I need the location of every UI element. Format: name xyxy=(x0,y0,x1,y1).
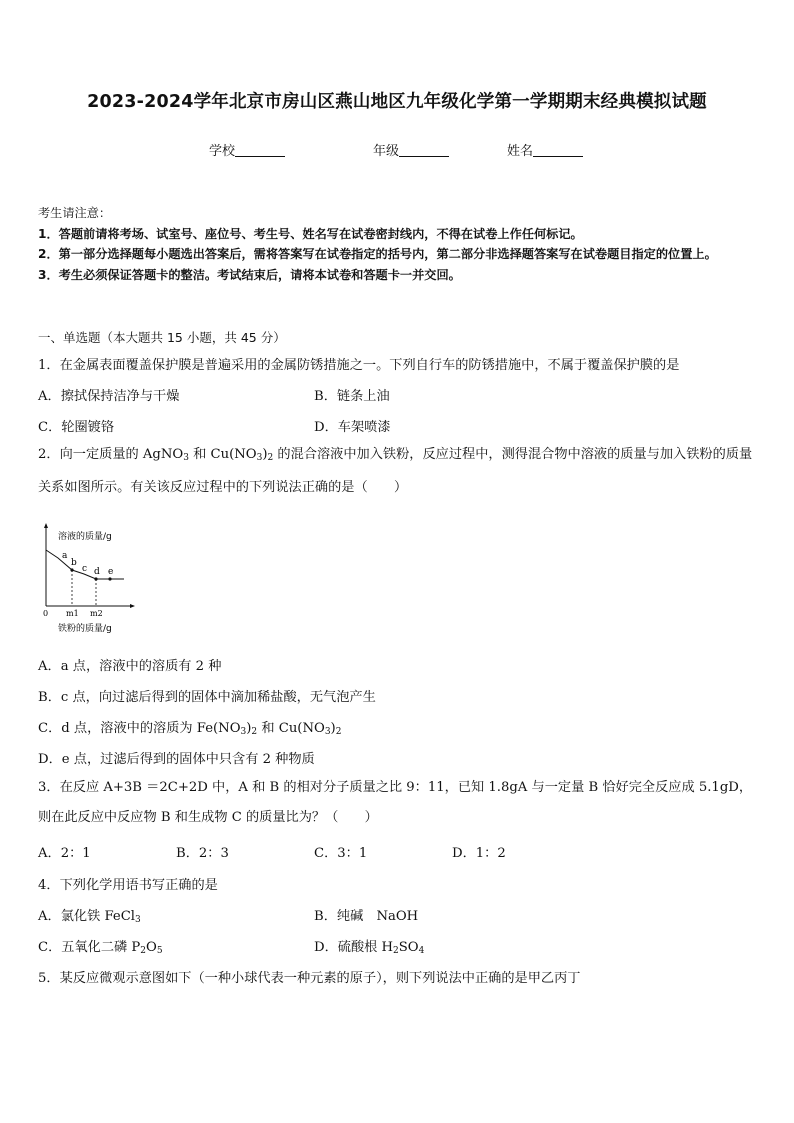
q3-option-c: C．3：1 xyxy=(314,846,368,861)
q4-sub: 4 xyxy=(418,946,425,956)
note-item: 1．答题前请将考场、试室号、座位号、考生号、姓名写在试卷密封线内，不得在试卷上作任何标记。 xyxy=(38,226,583,241)
q2-stem-part: ) xyxy=(262,447,268,462)
q4-sub: 2 xyxy=(140,946,147,956)
chart-point-label: d xyxy=(94,567,100,577)
q4-option-d-part: SO xyxy=(398,940,419,955)
notes-heading: 考生请注意： xyxy=(38,206,112,220)
q2-sub: 3 xyxy=(240,727,247,737)
q1-stem: 1．在金属表面覆盖保护膜是普遍采用的金属防锈措施之一。下列自行车的防锈措施中，不属于覆盖保护膜的是 xyxy=(38,358,680,373)
q2-option-d: D．e 点，过滤后得到的固体中只含有 2 种物质 xyxy=(38,752,315,767)
chart-xtick-label: m2 xyxy=(90,609,103,618)
q2-option-a: A．a 点，溶液中的溶质有 2 种 xyxy=(38,659,222,674)
chart-point-label: e xyxy=(108,567,114,577)
q3-stem: 3．在反应 A+3B ＝2C+2D 中，A 和 B 的相对分子质量之比 9：11，已知 1.8gA 与一定量 B 恰好完全反应成 5.1gD，则在此反应中反应物 B 和生成物 C 的质量比为？（ ） xyxy=(38,780,753,825)
q2-stem-part: 的混合溶液中加入铁粉，反应过程中，测得混合物中溶液的质量与加入铁粉的质量关系如图所示。有关该反应过程中的下列说法正确的是（ ） xyxy=(38,447,753,495)
q2-sub: 2 xyxy=(267,453,274,463)
exam-notes xyxy=(38,203,760,285)
grade-label: 年级 xyxy=(373,144,400,159)
q4-option-d-part: D．硫酸根 H xyxy=(314,940,394,955)
q2-sub: 3 xyxy=(256,453,263,463)
q3-option-d: D．1：2 xyxy=(452,846,506,861)
chart-ylabel: 溶液的质量/g xyxy=(58,532,112,542)
q2-option-c-part: 和 Cu(NO xyxy=(257,721,325,736)
q1-option-b: B．链条上油 xyxy=(314,389,390,404)
school-field xyxy=(209,140,285,159)
q4-option-c xyxy=(38,936,163,956)
school-label: 学校 xyxy=(209,144,236,159)
name-field xyxy=(507,140,583,159)
q2-sub: 3 xyxy=(324,727,331,737)
chart-point-label: c xyxy=(82,564,88,574)
q2-option-c-part: ) xyxy=(330,721,336,736)
q2-option-b: B．c 点，向过滤后得到的固体中滴加稀盐酸，无气泡产生 xyxy=(38,690,376,705)
solution-mass-chart xyxy=(38,520,158,638)
q2-option-c xyxy=(38,717,341,737)
q1-option-c: C．轮圈镀铬 xyxy=(38,420,115,435)
q4-sub: 3 xyxy=(135,915,141,925)
q4-sub: 5 xyxy=(156,946,163,956)
section-heading: 一、单选题（本大题共 15 小题，共 45 分） xyxy=(38,330,286,345)
chart-point-e xyxy=(108,577,111,580)
q2-option-c-part: C．d 点，溶液中的溶质为 Fe(NO xyxy=(38,721,241,736)
q4-option-a xyxy=(38,905,141,925)
note-item: 2．第一部分选择题每小题选出答案后，需将答案写在试卷指定的括号内，第二部分非选择题答案写在试卷题目指定的位置上。 xyxy=(38,247,717,261)
q4-option-a-part: A．氯化铁 FeCl xyxy=(38,909,136,924)
school-blank xyxy=(235,144,285,157)
chart-point-b xyxy=(70,568,73,571)
chart-point-d xyxy=(94,577,97,580)
q4-option-c-part: C．五氧化二磷 P xyxy=(38,940,141,955)
chart-point-label: b xyxy=(71,558,77,568)
q3-option-b: B．2：3 xyxy=(176,846,229,861)
page-title: 2023-2024学年北京市房山区燕山地区九年级化学第一学期期末经典模拟试题 xyxy=(87,92,707,112)
q1-option-a: A．擦拭保持洁净与干燥 xyxy=(38,389,180,404)
q4-option-d xyxy=(314,936,424,956)
chart-xlabel: 铁粉的质量/g xyxy=(58,624,112,634)
q4-stem: 4．下列化学用语书写正确的是 xyxy=(38,878,218,893)
grade-blank xyxy=(399,144,449,157)
chart-point-label: a xyxy=(62,551,68,561)
q1-option-d: D．车架喷漆 xyxy=(314,420,391,435)
chart-xtick-label: m1 xyxy=(66,609,79,618)
q2-sub: 2 xyxy=(335,727,342,737)
q2-stem xyxy=(38,440,760,503)
grade-field xyxy=(373,140,449,159)
q2-stem-part: 和 Cu(NO xyxy=(188,447,257,462)
q2-stem-part: 2．向一定质量的 AgNO xyxy=(38,447,184,462)
q4-option-c-part: O xyxy=(146,940,157,955)
chart-x-arrow xyxy=(130,604,135,608)
name-blank xyxy=(533,144,583,157)
q2-sub: 3 xyxy=(183,453,189,463)
q4-sub: 2 xyxy=(393,946,399,956)
q5-stem: 5．某反应微观示意图如下（一种小球代表一种元素的原子），则下列说法中正确的是甲乙丙丁 xyxy=(38,971,581,986)
chart-y-arrow xyxy=(44,523,48,528)
q4-option-b: B．纯碱 NaOH xyxy=(314,909,419,924)
q3-option-a: A．2：1 xyxy=(38,846,91,861)
q2-sub: 2 xyxy=(251,727,258,737)
name-label: 姓名 xyxy=(507,144,534,159)
note-item: 3．考生必须保证答题卡的整洁。考试结束后，请将本试卷和答题卡一并交回。 xyxy=(38,267,461,282)
chart-origin-label: 0 xyxy=(43,609,49,618)
q2-option-c-part: ) xyxy=(246,721,252,736)
